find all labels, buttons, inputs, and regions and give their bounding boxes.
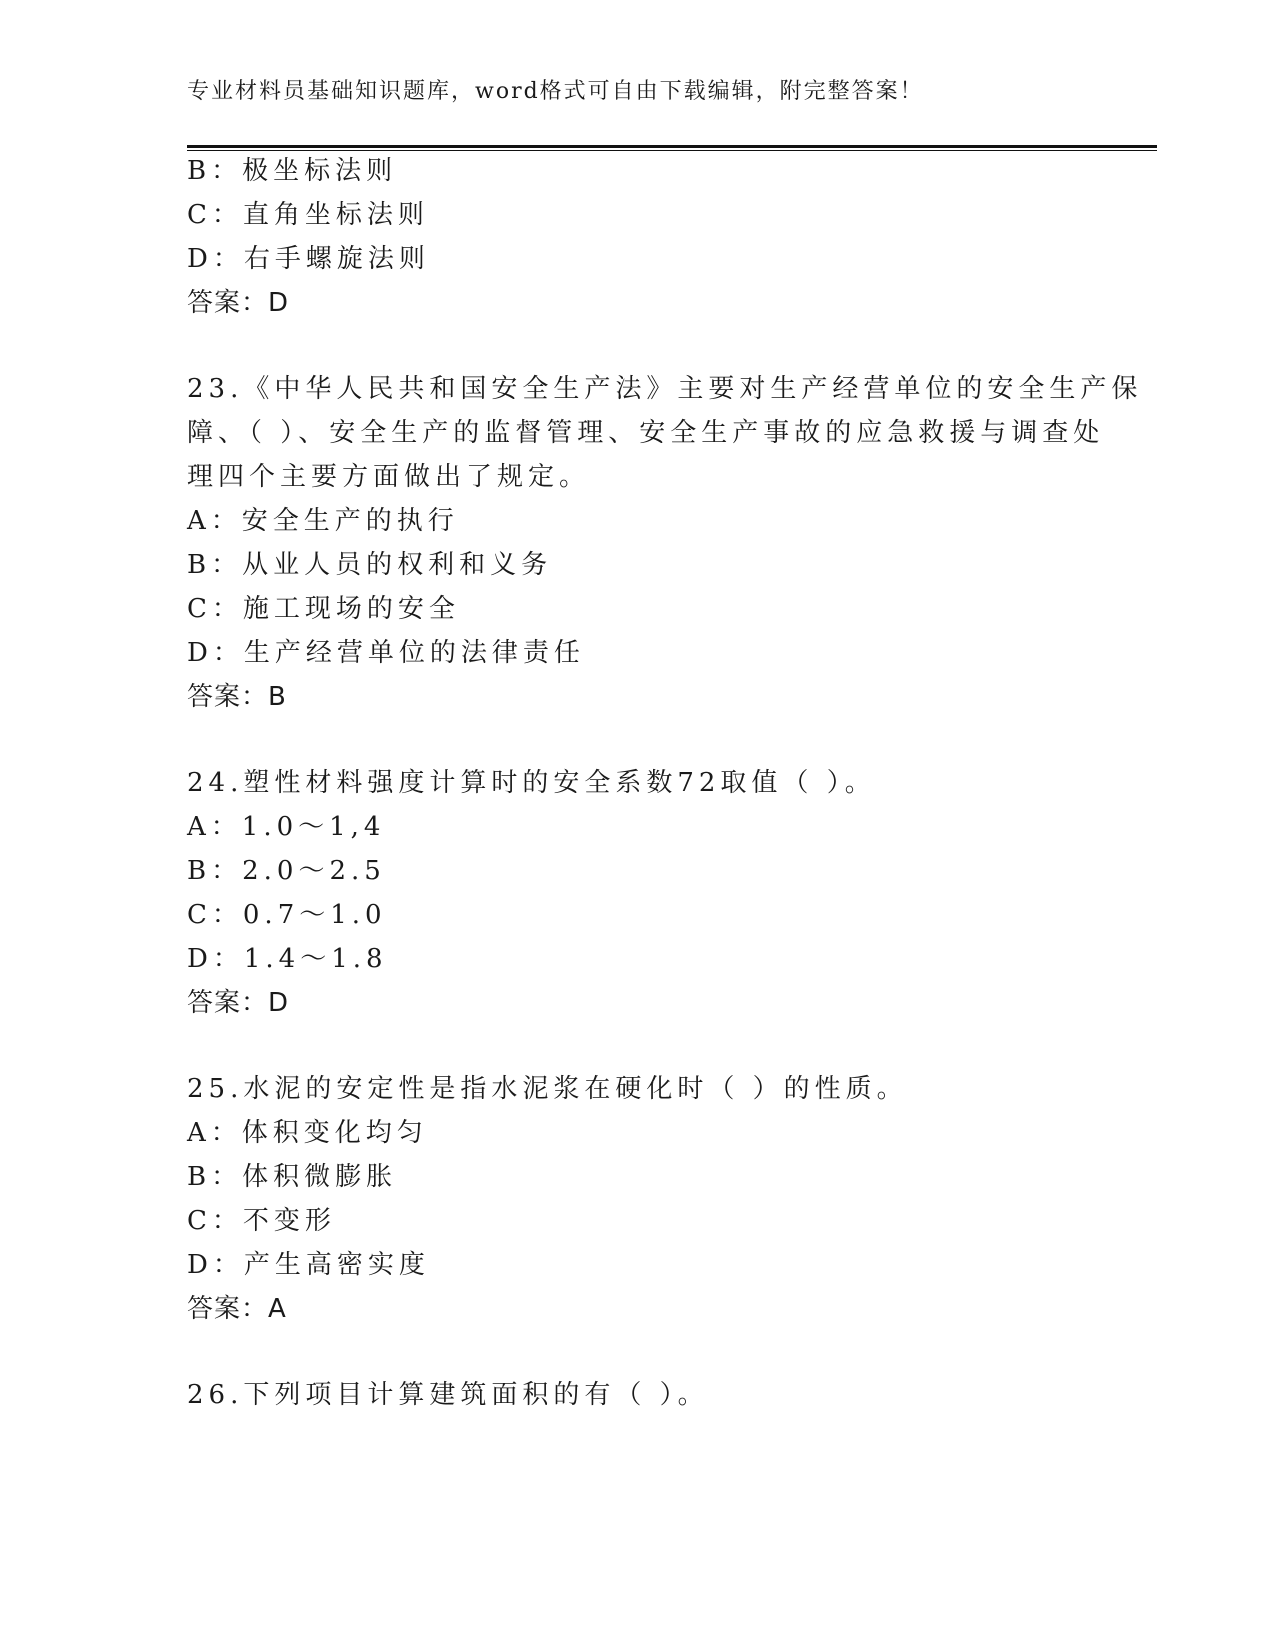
header-divider: [187, 145, 1157, 151]
question-23-stem-line-2: 障、（ ）、安全生产的监督管理、安全生产事故的应急救援与调查处: [187, 418, 1105, 448]
question-23-stem-line-3: 理四个主要方面做出了规定。: [187, 462, 591, 492]
option-b: B：极坐标法则: [187, 156, 398, 186]
question-23-answer: 答案：B: [187, 682, 287, 712]
question-23-option-b: B：从业人员的权利和义务: [187, 550, 553, 580]
option-c: C：直角坐标法则: [187, 200, 429, 230]
option-d: D：右手螺旋法则: [187, 244, 430, 274]
question-25-answer: 答案：A: [187, 1294, 287, 1324]
question-24-answer: 答案：D: [187, 988, 290, 1018]
question-23-option-d: D：生产经营单位的法律责任: [187, 638, 585, 668]
question-24-option-d: D：1.4～1.8: [187, 944, 388, 974]
question-24-option-a: A：1.0～1,4: [187, 812, 386, 842]
question-24-option-b: B：2.0～2.5: [187, 856, 386, 886]
answer-label: 答案：D: [187, 288, 290, 318]
question-25-stem: 25.水泥的安定性是指水泥浆在硬化时（ ）的性质。: [187, 1074, 908, 1104]
question-23-stem-line-1: 23.《中华人民共和国安全生产法》主要对生产经营单位的安全生产保: [187, 374, 1143, 404]
question-25-option-a: A：体积变化均匀: [187, 1118, 428, 1148]
question-25-option-b: B：体积微膨胀: [187, 1162, 398, 1192]
question-24-stem: 24.塑性材料强度计算时的安全系数72取值（ ）。: [187, 768, 876, 798]
question-24-option-c: C：0.7～1.0: [187, 900, 387, 930]
question-25-option-c: C：不变形: [187, 1206, 336, 1236]
question-26-stem: 26.下列项目计算建筑面积的有（ ）。: [187, 1380, 709, 1410]
question-23-option-c: C：施工现场的安全: [187, 594, 460, 624]
document-header: 专业材料员基础知识题库，word格式可自由下载编辑，附完整答案！: [187, 79, 924, 104]
question-25-option-d: D：产生高密实度: [187, 1250, 430, 1280]
question-23-option-a: A：安全生产的执行: [187, 506, 459, 536]
